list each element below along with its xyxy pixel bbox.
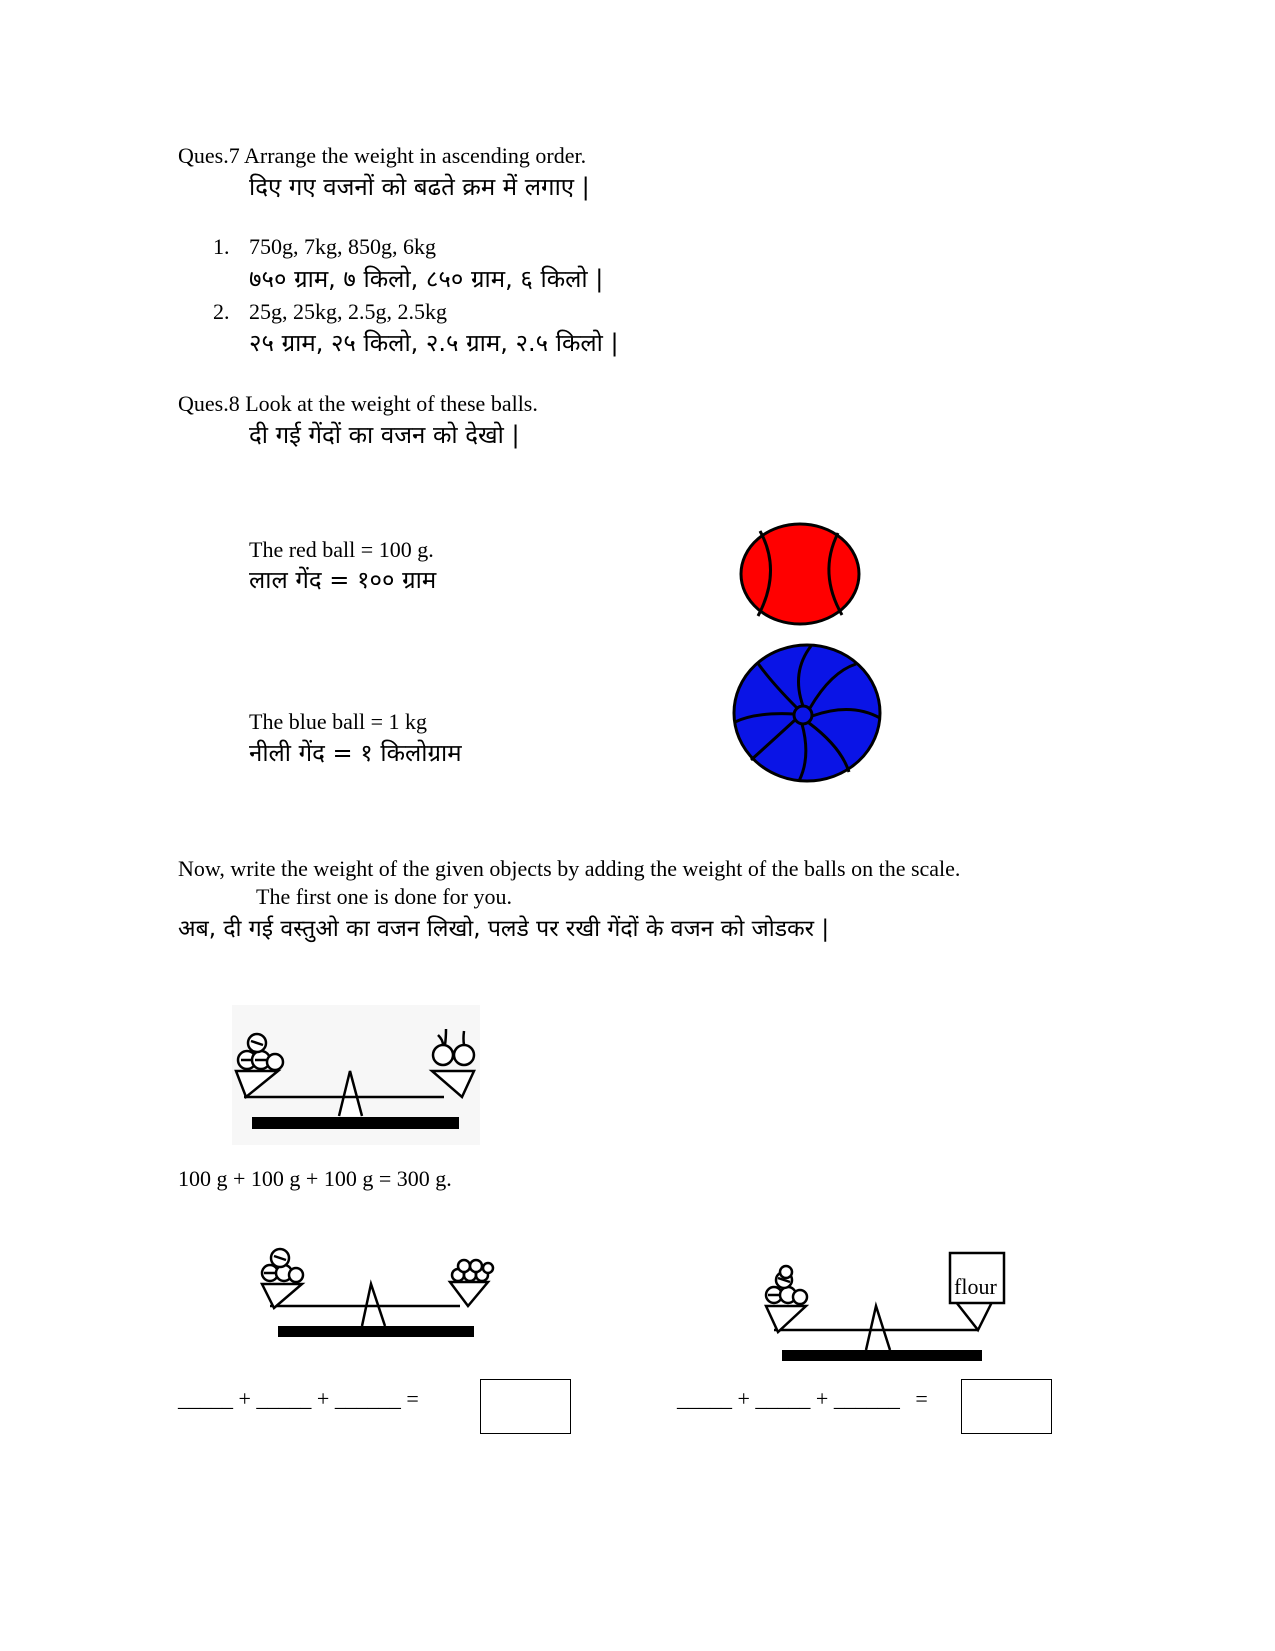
blue-ball-weight-english: The blue ball = 1 kg bbox=[249, 709, 427, 734]
balance-scale-2 bbox=[254, 1242, 498, 1342]
blank-equation-2 bbox=[677, 1386, 928, 1412]
plus-sign: + bbox=[238, 1386, 251, 1411]
blank-2: _____ bbox=[755, 1386, 811, 1411]
instruction-english-note: The first one is done for you. bbox=[256, 884, 512, 909]
instruction-hindi: अब, दी गई वस्तुओ का वजन लिखो, पलडे पर रखी गेंदों के वजन को जोडकर | bbox=[178, 916, 830, 942]
q7-item-2-english: 25g, 25kg, 2.5g, 2.5kg bbox=[249, 299, 447, 324]
q7-item-2-number: 2. bbox=[213, 299, 230, 324]
blank-1: _____ bbox=[178, 1386, 233, 1411]
q7-title-hindi: दिए गए वजनों को बढते क्रम में लगाए | bbox=[249, 173, 590, 201]
blank-1: _____ bbox=[677, 1386, 732, 1411]
plus-sign: + bbox=[316, 1386, 330, 1411]
answer-box-2[interactable] bbox=[961, 1379, 1052, 1434]
flour-label: flour bbox=[954, 1274, 997, 1299]
q8-title-hindi: दी गई गेंदों का वजन को देखो | bbox=[249, 421, 520, 449]
blank-3: ______ bbox=[334, 1386, 401, 1411]
answer-box-1[interactable] bbox=[480, 1379, 571, 1434]
blank-3: ______ bbox=[833, 1386, 900, 1411]
example-answer: 100 g + 100 g + 100 g = 300 g. bbox=[178, 1166, 452, 1191]
instruction-english: Now, write the weight of the given objects by adding the weight of the balls on the scale. bbox=[178, 856, 961, 881]
equals-sign: = bbox=[915, 1386, 928, 1411]
plus-sign: + bbox=[737, 1386, 750, 1411]
q7-title: Ques.7 Arrange the weight in ascending order. bbox=[178, 143, 587, 168]
q7-item-2-hindi: २५ ग्राम, २५ किलो, २.५ ग्राम, २.५ किलो | bbox=[249, 329, 619, 357]
blank-2: _____ bbox=[256, 1386, 312, 1411]
plus-sign: + bbox=[815, 1386, 829, 1411]
red-ball-weight-hindi: लाल गेंद = १०० ग्राम bbox=[249, 566, 437, 594]
blue-ball-weight-hindi: नीली गेंद = १ किलोग्राम bbox=[249, 739, 462, 767]
equals-sign: = bbox=[406, 1386, 419, 1411]
balance-scale-3 bbox=[758, 1250, 1010, 1366]
q8-title: Ques.8 Look at the weight of these balls. bbox=[178, 391, 538, 416]
q7-item-1-hindi: ७५० ग्राम, ७ किलो, ८५० ग्राम, ६ किलो | bbox=[249, 265, 604, 293]
q7-item-1-number: 1. bbox=[213, 234, 230, 259]
q7-item-1-english: 750g, 7kg, 850g, 6kg bbox=[249, 234, 436, 259]
blue-ball-icon bbox=[731, 642, 883, 784]
red-ball-icon bbox=[738, 521, 862, 627]
blank-equation-1 bbox=[178, 1386, 419, 1412]
example-balance-scale bbox=[232, 1005, 480, 1145]
red-ball-weight-english: The red ball = 100 g. bbox=[249, 537, 434, 562]
